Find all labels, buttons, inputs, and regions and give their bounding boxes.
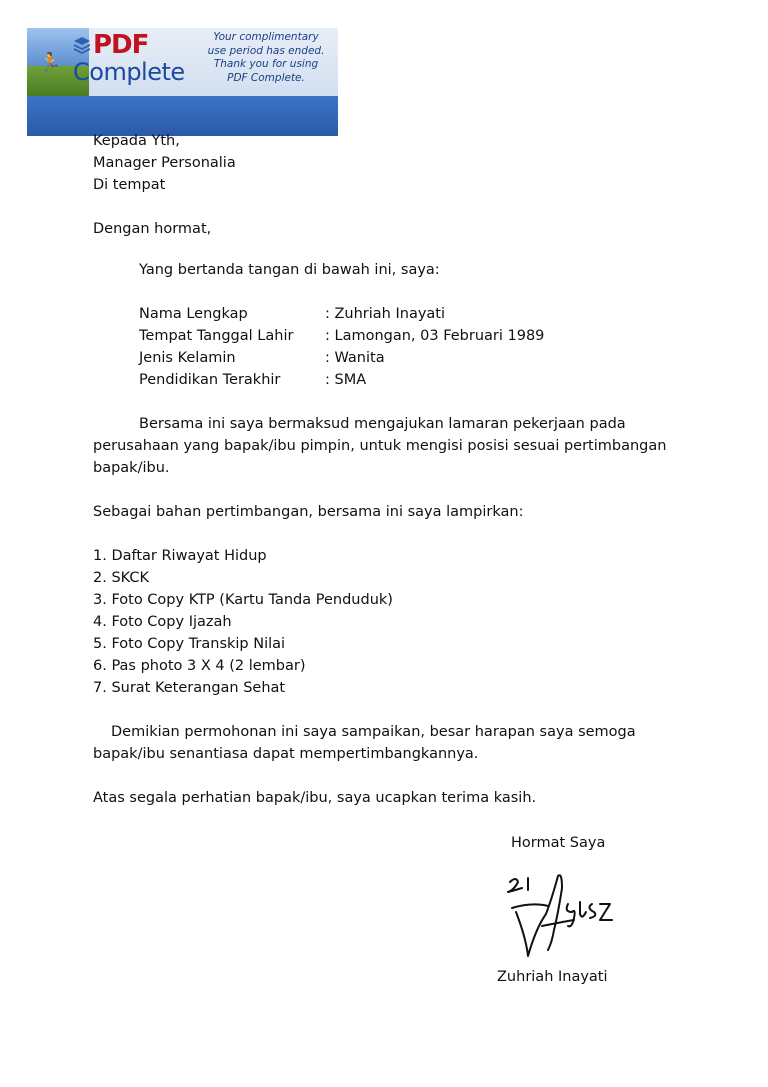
detail-value: : Lamongan, 03 Februari 1989 bbox=[325, 328, 545, 344]
promo-line: Thank you for using bbox=[213, 58, 319, 70]
body-line: perusahaan yang bapak/ibu pimpin, untuk mengisi posisi sesuai pertimbangan bbox=[93, 438, 667, 454]
attachment-item: 5. Foto Copy Transkip Nilai bbox=[93, 636, 286, 652]
layers-icon bbox=[73, 36, 91, 54]
detail-label: Nama Lengkap bbox=[139, 306, 248, 322]
attachment-item: 4. Foto Copy Ijazah bbox=[93, 614, 232, 630]
closing-line: bapak/ibu senantiasa dapat mempertimbangkannya. bbox=[93, 746, 479, 762]
closing-line: Demikian permohonan ini saya sampaikan, besar harapan saya semoga bbox=[111, 724, 636, 740]
thanks-line: Atas segala perhatian bapak/ibu, saya ucapkan terima kasih. bbox=[93, 790, 537, 806]
attachment-item: 7. Surat Keterangan Sehat bbox=[93, 680, 286, 696]
recipient-line: Kepada Yth, bbox=[93, 133, 180, 149]
promo-line: PDF Complete. bbox=[227, 71, 305, 84]
attachment-item: 6. Pas photo 3 X 4 (2 lembar) bbox=[93, 658, 306, 674]
detail-value: : Zuhriah Inayati bbox=[325, 306, 446, 322]
attachment-intro: Sebagai bahan pertimbangan, bersama ini saya lampirkan: bbox=[93, 504, 524, 520]
upgrade-banner[interactable] bbox=[27, 28, 338, 136]
detail-value: : SMA bbox=[325, 372, 367, 388]
promo-line: Your complimentary bbox=[213, 31, 319, 43]
detail-label: Jenis Kelamin bbox=[139, 350, 236, 366]
recipient-line: Di tempat bbox=[93, 177, 166, 193]
detail-label: Pendidikan Terakhir bbox=[139, 372, 281, 388]
detail-label: Tempat Tanggal Lahir bbox=[139, 328, 294, 344]
attachment-item: 1. Daftar Riwayat Hidup bbox=[93, 548, 267, 564]
handwritten-signature bbox=[502, 868, 620, 960]
sign-off: Hormat Saya bbox=[511, 835, 606, 851]
intro-text: Yang bertanda tangan di bawah ini, saya: bbox=[139, 262, 440, 278]
body-line: bapak/ibu. bbox=[93, 460, 170, 476]
attachment-item: 2. SKCK bbox=[93, 570, 149, 586]
promo-line: use period has ended. bbox=[207, 44, 325, 57]
attachment-item: 3. Foto Copy KTP (Kartu Tanda Penduduk) bbox=[93, 592, 393, 608]
logo-pdf-text: PDF bbox=[93, 30, 149, 60]
upgrade-link-area[interactable] bbox=[27, 96, 338, 136]
body-line: Bersama ini saya bermaksud mengajukan lamaran pekerjaan pada bbox=[139, 416, 626, 432]
detail-value: : Wanita bbox=[325, 350, 385, 366]
recipient-line: Manager Personalia bbox=[93, 155, 236, 171]
jumping-person-icon: 🏃 bbox=[39, 52, 62, 73]
logo-complete-text: Complete bbox=[73, 58, 185, 86]
salutation: Dengan hormat, bbox=[93, 221, 212, 237]
promo-message bbox=[201, 31, 331, 85]
signer-name: Zuhriah Inayati bbox=[497, 969, 608, 985]
banner-logo-area bbox=[27, 28, 338, 96]
